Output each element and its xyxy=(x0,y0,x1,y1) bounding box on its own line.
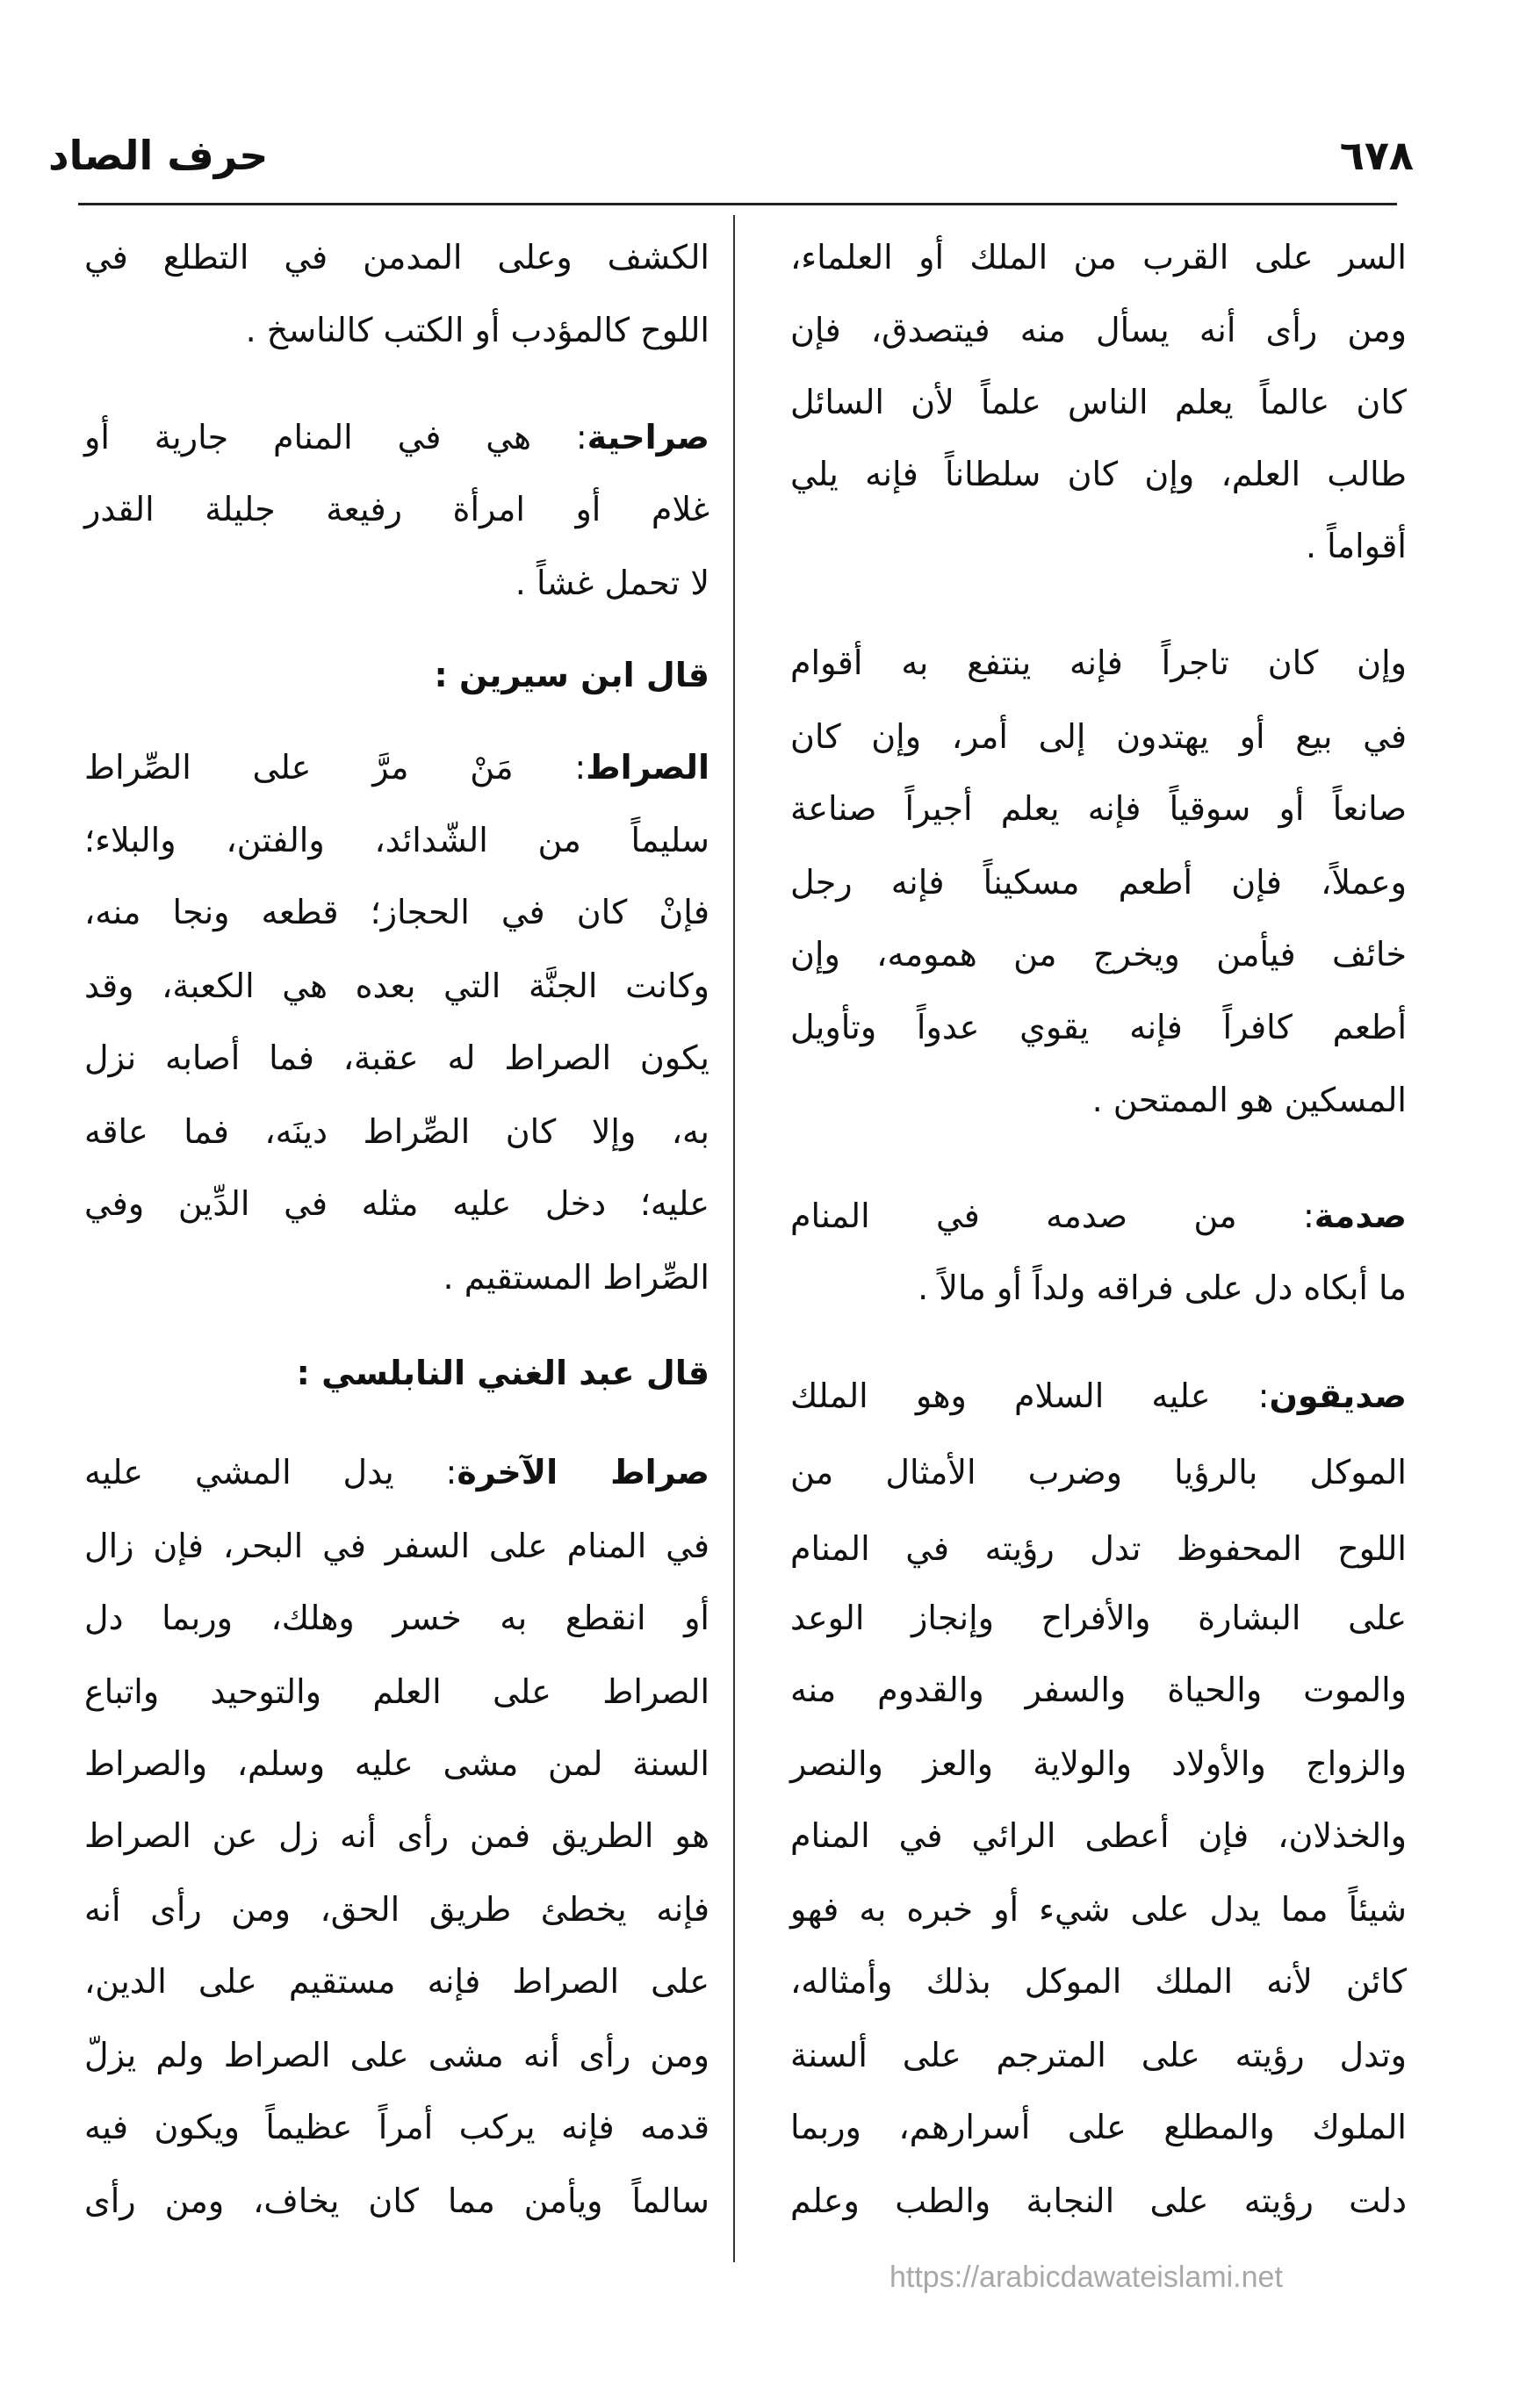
text-line xyxy=(790,1883,1407,1936)
text-line xyxy=(84,1665,709,1718)
text-line xyxy=(790,928,1407,981)
text-line xyxy=(84,886,709,938)
text-line xyxy=(84,1177,709,1230)
text-line xyxy=(84,1883,709,1936)
line-text: قال ابن سيرين : xyxy=(434,655,709,694)
line-text: على البشارة والأفراح وإنجاز الوعد xyxy=(790,1599,1407,1638)
text-line xyxy=(790,1809,1407,1862)
text-line xyxy=(84,557,709,609)
line-text: شيئاً مما يدل على شيء أو خبره به فهو xyxy=(790,1890,1407,1929)
entry-headword: صدمة xyxy=(1314,1197,1407,1236)
text-line xyxy=(790,1955,1407,2008)
entry-headword: صراحية xyxy=(587,417,709,456)
line-text: : من صدمه في المنام xyxy=(790,1197,1314,1236)
text-line xyxy=(790,1664,1407,1716)
text-line xyxy=(790,304,1407,356)
text-line xyxy=(790,1369,1407,1422)
line-text: الصراط على العلم والتوحيد واتباع xyxy=(84,1671,709,1711)
line-text: وعملاً، فإن أطعم مسكيناً فإنه رجل xyxy=(790,862,1407,902)
column-divider xyxy=(733,215,735,2262)
text-line xyxy=(84,411,709,464)
line-text: هو الطريق فمن رأى أنه زل عن الصراط xyxy=(84,1816,709,1856)
line-text: السر على القرب من الملك أو العلماء، xyxy=(790,238,1407,277)
line-text: أطعم كافراً فإنه يقوي عدواً وتأويل xyxy=(790,1008,1407,1047)
line-text: أو انقطع به خسر وهلك، وربما دل xyxy=(84,1599,709,1638)
line-text: في بيع أو يهتدون إلى أمر، وإن كان xyxy=(790,716,1407,756)
text-line xyxy=(790,710,1407,763)
text-line xyxy=(84,304,709,356)
text-line xyxy=(790,231,1407,284)
line-text: فإنْ كان في الحجاز؛ قطعه ونجا منه، xyxy=(84,893,709,932)
text-line xyxy=(790,1446,1407,1499)
line-text: ما أبكاه دل على فراقه ولداً أو مالاً . xyxy=(918,1269,1407,1308)
line-text: خائف فيأمن ويخرج من همومه، وإن xyxy=(790,934,1407,974)
text-line xyxy=(790,2174,1407,2227)
line-text: كائن لأنه الملك الموكل بذلك وأمثاله، xyxy=(790,1962,1407,2002)
line-text: والخذلان، فإن أعطى الرائي في المنام xyxy=(790,1816,1407,1856)
line-text: : يدل المشي عليه xyxy=(84,1453,457,1492)
text-line xyxy=(84,1251,709,1304)
text-line xyxy=(790,1001,1407,1053)
line-text: : هي في المنام جارية أو xyxy=(84,417,587,456)
header-rule xyxy=(78,203,1397,205)
text-line xyxy=(84,1955,709,2008)
text-line xyxy=(84,814,709,866)
text-line xyxy=(790,636,1407,689)
line-text: على الصراط فإنه مستقيم على الدين، xyxy=(84,1962,709,2002)
text-line xyxy=(790,376,1407,428)
line-text: : مَنْ مرَّ على الصِّراط xyxy=(84,747,587,787)
text-line xyxy=(790,2101,1407,2153)
line-text: غلام أو امرأة رفيعة جليلة القدر xyxy=(84,490,709,528)
line-text: والزواج والأولاد والولاية والعز والنصر xyxy=(790,1744,1407,1784)
entry-headword: الصراط xyxy=(586,747,709,787)
line-text: اللوح المحفوظ تدل رؤيته في المنام xyxy=(790,1529,1407,1569)
line-text: طالب العلم، وإن كان سلطاناً فإنه يلي xyxy=(790,454,1407,493)
text-line xyxy=(84,2101,709,2153)
line-text: سالماً ويأمن مما كان يخاف، ومن رأى xyxy=(84,2181,709,2220)
page-number: ٦٧٨ xyxy=(1339,132,1414,179)
line-text: الصِّراط المستقيم . xyxy=(443,1258,709,1297)
text-line xyxy=(790,856,1407,909)
watermark-url: https://arabicdawateislami.net xyxy=(889,2261,1283,2294)
text-line xyxy=(790,1190,1407,1242)
text-line xyxy=(84,741,709,794)
line-text: الكشف وعلى المدمن في التطلع في xyxy=(84,238,709,277)
line-text: وكانت الجنَّة التي بعده هي الكعبة، وقد xyxy=(84,967,709,1006)
text-line xyxy=(84,483,709,536)
entry-headword: صراط الآخرة xyxy=(457,1453,709,1492)
line-text: اللوح كالمؤدب أو الكتب كالناسخ . xyxy=(245,310,709,349)
line-text: لا تحمل غشاً . xyxy=(515,563,709,602)
line-text: فإنه يخطئ طريق الحق، ومن رأى أنه xyxy=(84,1890,709,1929)
entry-headword: صديقون xyxy=(1269,1376,1407,1415)
line-text: صانعاً أو سوقياً فإنه يعلم أجيراً صناعة xyxy=(790,788,1407,828)
text-line xyxy=(790,1737,1407,1790)
text-line xyxy=(84,1592,709,1644)
line-text: قال عبد الغني النابلسي : xyxy=(296,1353,709,1392)
line-text: عليه؛ دخل عليه مثله في الدِّين وفي xyxy=(84,1184,709,1224)
section-heading xyxy=(84,649,709,701)
text-line xyxy=(790,782,1407,835)
text-line xyxy=(84,960,709,1012)
line-text: المسكين هو الممتحن . xyxy=(1091,1080,1407,1119)
text-line xyxy=(84,1809,709,1862)
text-line xyxy=(790,1522,1407,1575)
text-line xyxy=(84,2029,709,2081)
line-text: به، وإلا كان الصِّراط دينَه، فما عاقه xyxy=(84,1112,709,1152)
text-line xyxy=(790,2029,1407,2081)
line-text: في المنام على السفر في البحر، فإن زال xyxy=(84,1526,709,1565)
text-line xyxy=(790,448,1407,500)
line-text: سليماً من الشّدائد، والفتن، والبلاء؛ xyxy=(84,821,709,860)
line-text: ومن رأى أنه مشى على الصراط ولم يزلّ xyxy=(84,2035,709,2074)
line-text: الموكل بالرؤيا وضرب الأمثال من xyxy=(790,1453,1407,1492)
text-line xyxy=(84,1031,709,1084)
section-heading xyxy=(84,1347,709,1399)
line-text: وإن كان تاجراً فإنه ينتفع به أقوام xyxy=(790,643,1407,682)
text-line xyxy=(84,231,709,284)
line-text: أقواماً . xyxy=(1305,526,1407,565)
line-text: يكون الصراط له عقبة، فما أصابه نزل xyxy=(84,1039,709,1078)
text-line xyxy=(84,1105,709,1158)
line-text: كان عالماً يعلم الناس علماً لأن السائل xyxy=(790,382,1407,421)
text-line xyxy=(790,1262,1407,1314)
text-line xyxy=(84,2174,709,2227)
line-text: الملوك والمطلع على أسرارهم، وربما xyxy=(790,2108,1407,2147)
text-line xyxy=(84,1520,709,1572)
line-text: قدمه فإنه يركب أمراً عظيماً ويكون فيه xyxy=(84,2108,709,2147)
text-line xyxy=(84,1737,709,1790)
line-text: السنة لمن مشى عليه وسلم، والصراط xyxy=(84,1744,709,1784)
line-text: دلت رؤيته على النجابة والطب وعلم xyxy=(790,2181,1407,2220)
running-head: حرف الصاد xyxy=(48,132,269,179)
line-text: ومن رأى أنه يسأل منه فيتصدق، فإن xyxy=(790,310,1407,349)
line-text: : عليه السلام وهو الملك xyxy=(790,1376,1270,1415)
text-line xyxy=(790,1074,1407,1126)
text-line xyxy=(790,520,1407,572)
line-text: والموت والحياة والسفر والقدوم منه xyxy=(790,1671,1407,1710)
text-line xyxy=(84,1446,709,1499)
text-line xyxy=(790,1592,1407,1644)
line-text: وتدل رؤيته على المترجم على ألسنة xyxy=(790,2035,1407,2074)
